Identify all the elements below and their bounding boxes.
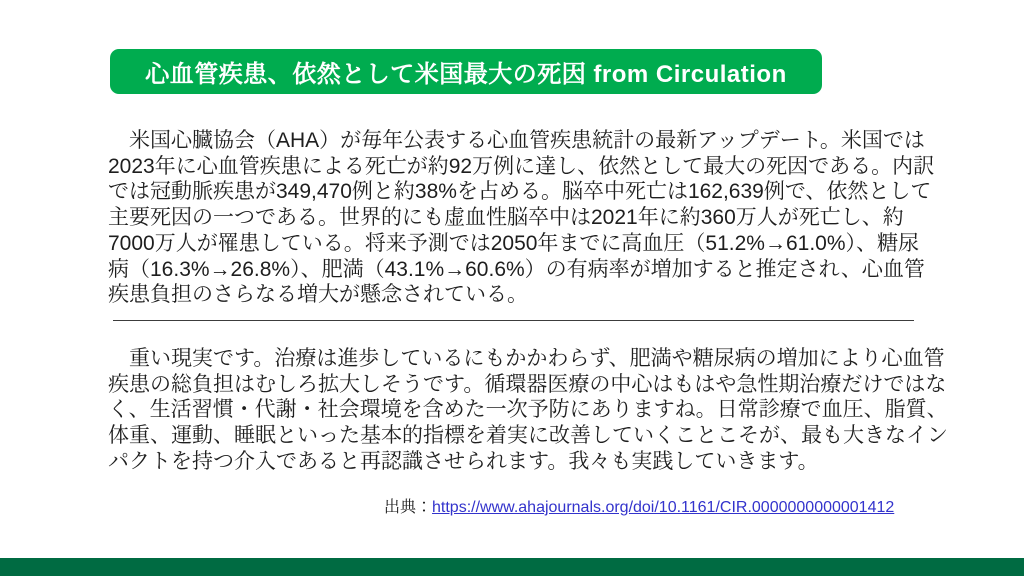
commentary-paragraph <box>108 346 948 475</box>
text-line: 疾患負担のさらなる増大が懸念されている。 <box>108 283 528 307</box>
source-citation <box>384 494 894 517</box>
text-line: 主要死因の一つである。世界的にも虚血性脳卒中は2021年に約360万人が死亡し、約 <box>108 206 904 230</box>
text-line: では冠動脈疾患が349,470例と約38%を占める。脳卒中死亡は162,639例で、依然として <box>108 180 932 204</box>
text-line: く、生活習慣・代謝・社会環境を含めた一次予防にありますね。日常診療で血圧、脂質、 <box>108 398 948 422</box>
text-line: 2023年に心血管疾患による死亡が約92万例に達し、依然として最大の死因である。内訳 <box>108 154 935 178</box>
text-line: 重い現実です。治療は進歩しているにもかかわらず、肥満や糖尿病の増加により心血管 <box>108 347 945 370</box>
page-title: 心血管疾患、依然として米国最大の死因 from Circulation <box>145 61 787 88</box>
footer-bar <box>0 558 1024 576</box>
source-link[interactable]: https://www.ahajournals.org/doi/10.1161/CIR.0000000000001412 <box>432 499 895 516</box>
text-line: パクトを持つ介入であると再認識させられます。我々も実践していきます。 <box>108 449 819 473</box>
text-line: 疾患の総負担はむしろ拡大しそうです。循環器医療の中心はもはや急性期治療だけではな <box>108 372 947 396</box>
section-divider <box>113 320 914 321</box>
text-line: 米国心臓協会（AHA）が毎年公表する心血管疾患統計の最新アップデート。米国では <box>108 129 925 152</box>
text-line: 体重、運動、睡眠といった基本的指標を着実に改善していくことこそが、最も大きなイン <box>108 424 948 448</box>
text-line: 病（16.3%→26.8%）、肥満（43.1%→60.6%）の有病率が増加すると推定され、心血管 <box>108 257 925 281</box>
title-banner <box>110 49 822 94</box>
source-label: 出典： <box>384 499 433 516</box>
text-line: 7000万人が罹患している。将来予測では2050年までに高血圧（51.2%→61.0%）、糖尿 <box>108 231 920 255</box>
summary-paragraph <box>108 128 935 308</box>
